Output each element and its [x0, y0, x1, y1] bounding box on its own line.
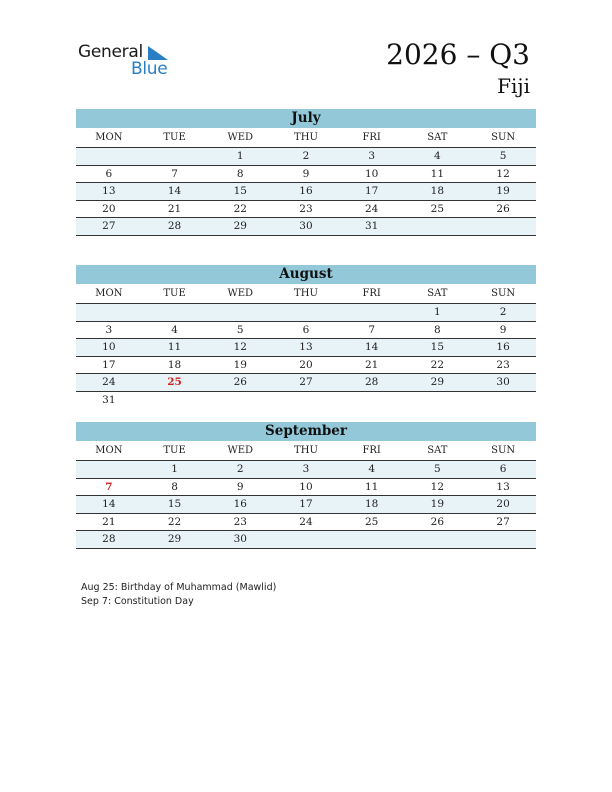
day-cell: 20 [76, 200, 142, 218]
month-header: August [76, 265, 536, 284]
day-cell: 17 [76, 356, 142, 374]
day-cell: 18 [405, 183, 471, 201]
holiday-note: Aug 25: Birthday of Muhammad (Mawlid) [81, 582, 277, 593]
day-cell: 22 [142, 513, 208, 531]
logo-word-blue: Blue [131, 59, 168, 79]
empty-day-cell [273, 531, 339, 549]
weekday-header: SAT [427, 132, 448, 143]
weekday-header: SUN [491, 288, 516, 299]
day-cell: 4 [339, 461, 405, 479]
day-cell: 26 [405, 513, 471, 531]
day-cell: 19 [405, 496, 471, 514]
weekday-header: TUE [163, 288, 186, 299]
day-cell: 6 [470, 461, 536, 479]
day-cell: 31 [339, 218, 405, 236]
day-cell: 28 [339, 374, 405, 392]
week-row [76, 304, 536, 322]
week-row [76, 461, 536, 479]
day-cell: 14 [76, 496, 142, 514]
day-cell: 22 [207, 200, 273, 218]
day-cell: 16 [273, 183, 339, 201]
month-august [76, 265, 536, 408]
week-row [76, 321, 536, 339]
day-cell: 1 [207, 148, 273, 166]
weekday-header: MON [95, 445, 123, 456]
weekday-header: THU [294, 132, 318, 143]
day-cell: 24 [339, 200, 405, 218]
empty-day-cell [470, 218, 536, 236]
day-cell: 13 [76, 183, 142, 201]
day-cell: 30 [207, 531, 273, 549]
week-row [76, 218, 536, 236]
week-row [76, 200, 536, 218]
weekday-header: FRI [362, 288, 381, 299]
month-header: July [76, 109, 536, 128]
day-cell: 11 [142, 339, 208, 357]
empty-day-cell [470, 391, 536, 408]
day-cell: 16 [470, 339, 536, 357]
empty-day-cell [273, 391, 339, 408]
day-cell: 24 [76, 374, 142, 392]
day-cell: 12 [405, 478, 471, 496]
month-header: September [76, 422, 536, 441]
calendar-grid [76, 284, 536, 408]
day-cell: 5 [470, 148, 536, 166]
weekday-header: THU [294, 288, 318, 299]
empty-day-cell [142, 148, 208, 166]
week-row [76, 374, 536, 392]
day-cell: 23 [273, 200, 339, 218]
day-cell: 6 [273, 321, 339, 339]
day-cell: 8 [405, 321, 471, 339]
day-cell: 17 [273, 496, 339, 514]
month-july [76, 109, 536, 236]
empty-day-cell [405, 218, 471, 236]
empty-day-cell [339, 391, 405, 408]
logo [78, 42, 178, 82]
empty-day-cell [76, 304, 142, 322]
day-cell: 25 [142, 374, 208, 392]
weekday-header: TUE [163, 445, 186, 456]
day-cell: 14 [142, 183, 208, 201]
day-cell: 7 [142, 165, 208, 183]
weekday-header: MON [95, 132, 123, 143]
day-cell: 14 [339, 339, 405, 357]
day-cell: 15 [142, 496, 208, 514]
day-cell: 1 [142, 461, 208, 479]
calendar-grid [76, 441, 536, 549]
day-cell: 17 [339, 183, 405, 201]
day-cell: 9 [273, 165, 339, 183]
empty-day-cell [207, 391, 273, 408]
week-row [76, 531, 536, 549]
day-cell: 28 [76, 531, 142, 549]
week-row [76, 148, 536, 166]
day-cell: 1 [405, 304, 471, 322]
holiday-notes [81, 581, 276, 609]
day-cell: 4 [142, 321, 208, 339]
day-cell: 26 [207, 374, 273, 392]
holiday-note: Sep 7: Constitution Day [81, 596, 194, 607]
day-cell: 18 [142, 356, 208, 374]
day-cell: 4 [405, 148, 471, 166]
country-name: Fiji [497, 74, 530, 98]
day-cell: 8 [207, 165, 273, 183]
day-cell: 16 [207, 496, 273, 514]
empty-day-cell [273, 304, 339, 322]
day-cell: 10 [273, 478, 339, 496]
weekday-header: SAT [427, 288, 448, 299]
day-cell: 5 [405, 461, 471, 479]
day-cell: 2 [470, 304, 536, 322]
day-cell: 10 [76, 339, 142, 357]
day-cell: 13 [273, 339, 339, 357]
weekday-header: FRI [362, 132, 381, 143]
empty-day-cell [405, 391, 471, 408]
weekday-header: SUN [491, 132, 516, 143]
weekday-header: SAT [427, 445, 448, 456]
weekday-header: THU [294, 445, 318, 456]
month-september [76, 422, 536, 549]
day-cell: 25 [339, 513, 405, 531]
weekday-header: WED [227, 288, 254, 299]
day-cell: 20 [273, 356, 339, 374]
empty-day-cell [142, 391, 208, 408]
day-cell: 3 [273, 461, 339, 479]
day-cell: 2 [273, 148, 339, 166]
logo-word-general: General [78, 42, 143, 62]
empty-day-cell [142, 304, 208, 322]
day-cell: 21 [339, 356, 405, 374]
week-row [76, 513, 536, 531]
day-cell: 24 [273, 513, 339, 531]
day-cell: 15 [207, 183, 273, 201]
day-cell: 3 [76, 321, 142, 339]
weekday-header: FRI [362, 445, 381, 456]
day-cell: 12 [470, 165, 536, 183]
empty-day-cell [339, 531, 405, 549]
day-cell: 2 [207, 461, 273, 479]
empty-day-cell [470, 531, 536, 549]
day-cell: 6 [76, 165, 142, 183]
empty-day-cell [207, 304, 273, 322]
weekday-header: WED [227, 132, 254, 143]
day-cell: 8 [142, 478, 208, 496]
logo-triangle-icon [148, 46, 170, 60]
day-cell: 21 [142, 200, 208, 218]
week-row [76, 356, 536, 374]
day-cell: 31 [102, 393, 116, 406]
weekday-header: MON [95, 288, 123, 299]
day-cell: 10 [339, 165, 405, 183]
day-cell: 27 [76, 218, 142, 236]
empty-day-cell [405, 531, 471, 549]
page-title: 2026 – Q3 [386, 38, 530, 71]
day-cell: 29 [405, 374, 471, 392]
day-cell: 7 [339, 321, 405, 339]
day-cell: 19 [207, 356, 273, 374]
weekday-header: WED [227, 445, 254, 456]
empty-day-cell [76, 461, 142, 479]
weekday-header: TUE [163, 132, 186, 143]
day-cell: 22 [405, 356, 471, 374]
day-cell: 15 [405, 339, 471, 357]
day-cell: 23 [470, 356, 536, 374]
day-cell: 25 [405, 200, 471, 218]
day-cell: 7 [76, 478, 142, 496]
day-cell: 11 [405, 165, 471, 183]
day-cell: 30 [273, 218, 339, 236]
day-cell: 5 [207, 321, 273, 339]
empty-day-cell [339, 304, 405, 322]
day-cell: 26 [470, 200, 536, 218]
week-row [76, 478, 536, 496]
day-cell: 9 [207, 478, 273, 496]
week-row [76, 391, 536, 408]
day-cell: 11 [339, 478, 405, 496]
day-cell: 13 [470, 478, 536, 496]
week-row [76, 165, 536, 183]
weekday-header: SUN [491, 445, 516, 456]
day-cell: 12 [207, 339, 273, 357]
day-cell: 9 [470, 321, 536, 339]
week-row [76, 183, 536, 201]
week-row [76, 496, 536, 514]
day-cell: 21 [76, 513, 142, 531]
day-cell: 29 [207, 218, 273, 236]
week-row [76, 339, 536, 357]
calendar-grid [76, 128, 536, 236]
day-cell: 20 [470, 496, 536, 514]
day-cell: 30 [470, 374, 536, 392]
day-cell: 3 [339, 148, 405, 166]
day-cell: 19 [470, 183, 536, 201]
day-cell: 23 [207, 513, 273, 531]
empty-day-cell [76, 148, 142, 166]
day-cell: 27 [273, 374, 339, 392]
day-cell: 27 [470, 513, 536, 531]
day-cell: 18 [339, 496, 405, 514]
day-cell: 28 [142, 218, 208, 236]
day-cell: 29 [142, 531, 208, 549]
